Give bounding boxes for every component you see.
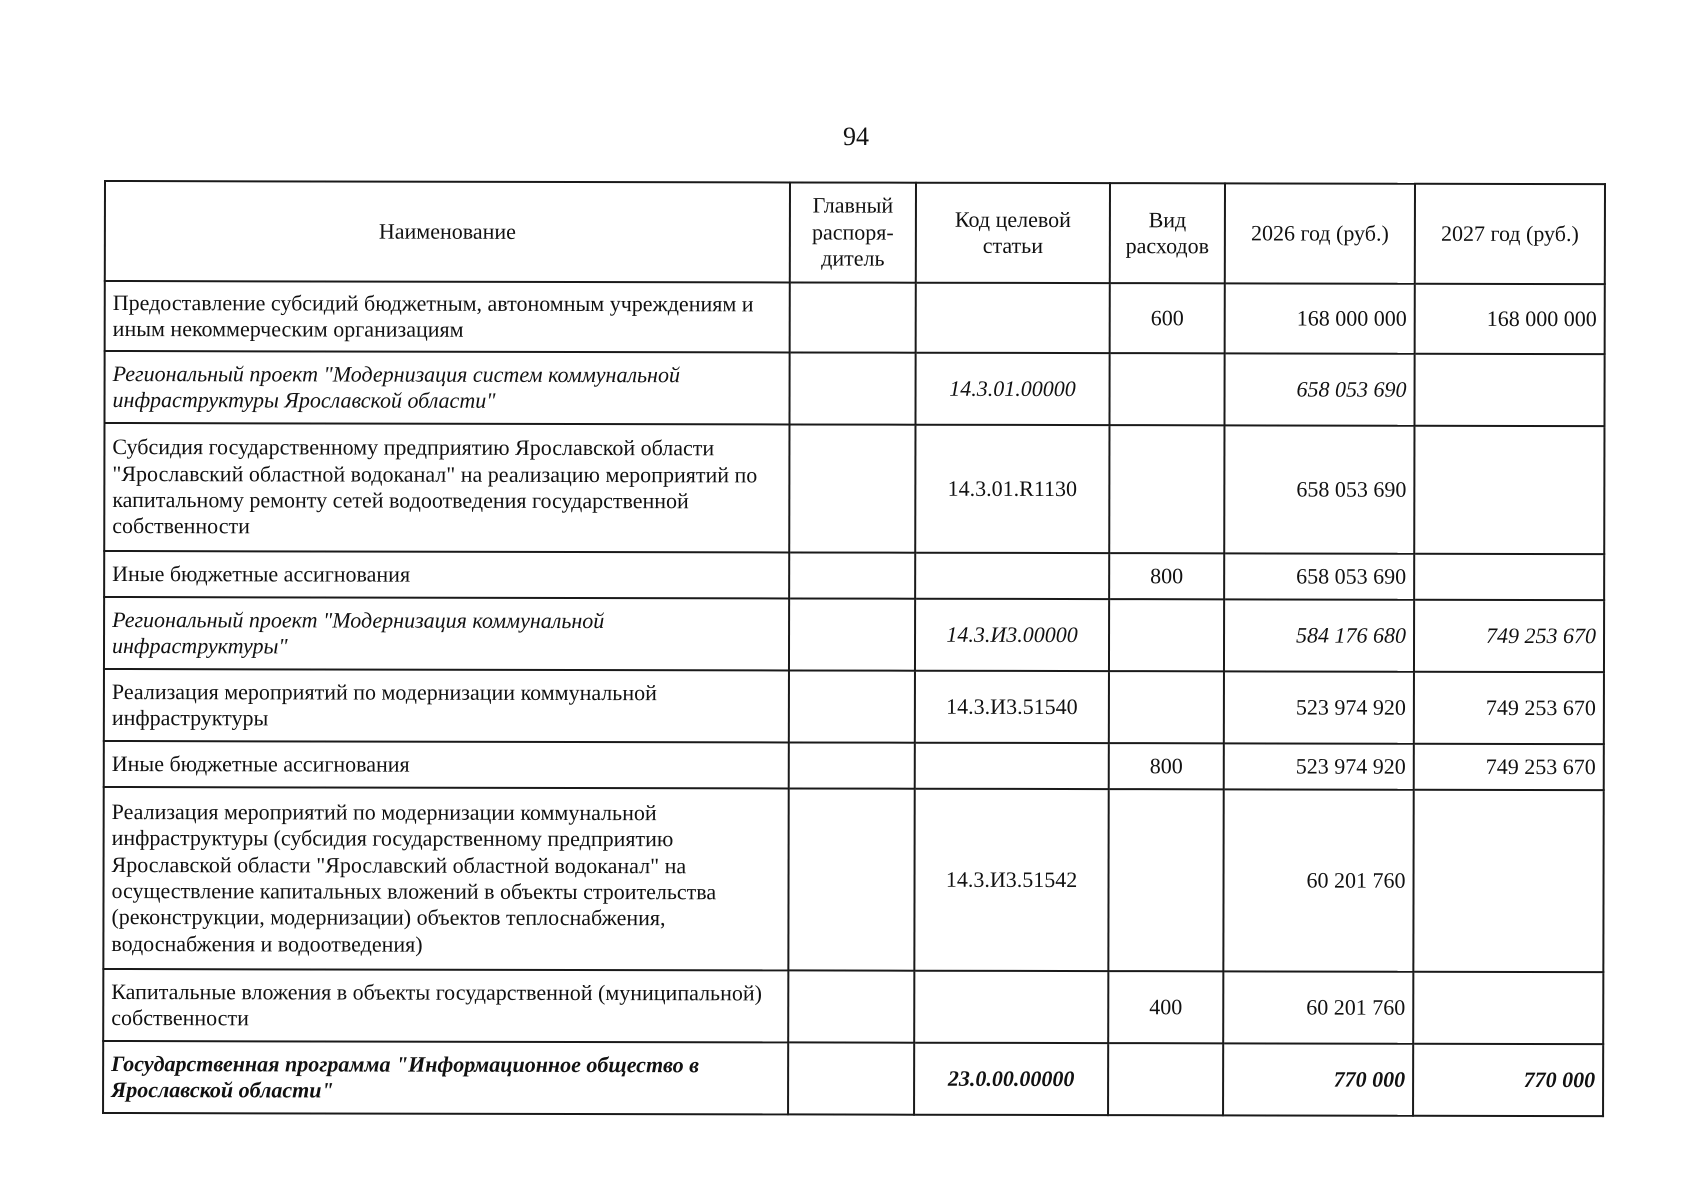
cell-2027: [1414, 554, 1604, 600]
header-type: Вид расходов: [1110, 183, 1225, 283]
cell-2026: 658 053 690: [1224, 553, 1414, 599]
cell-type: [1108, 789, 1223, 971]
cell-2027: 168 000 000: [1415, 284, 1605, 354]
cell-code: [915, 743, 1109, 789]
cell-name: Субсидия государственному предприятию Ярославской области "Ярославский областной водоканал" на реализацию мероприятий по капитальному ремонту сетей водоотведения государственной собственности: [104, 423, 789, 552]
table-row: [104, 669, 1604, 744]
table-row: [104, 741, 1604, 790]
header-name: Наименование: [105, 181, 790, 282]
cell-admin: [788, 970, 914, 1042]
cell-code: 14.3.01.00000: [915, 353, 1109, 425]
table-row: [104, 423, 1604, 554]
cell-name: Иные бюджетные ассигнования: [104, 551, 789, 598]
cell-2027: 749 253 670: [1414, 744, 1604, 790]
cell-2026: 168 000 000: [1225, 283, 1415, 353]
cell-type: 800: [1109, 553, 1224, 599]
cell-type: [1109, 599, 1224, 671]
cell-name: Региональный проект "Модернизация систем коммунальной инфраструктуры Ярославской области": [104, 351, 789, 424]
cell-admin: [789, 670, 915, 742]
table-header-row: [105, 181, 1605, 284]
cell-2027: [1413, 790, 1603, 972]
cell-admin: [788, 1042, 914, 1114]
cell-2027: 770 000: [1413, 1044, 1603, 1116]
cell-admin: [789, 552, 915, 598]
table-row: [104, 351, 1604, 426]
cell-admin: [789, 742, 915, 788]
cell-type: [1109, 353, 1224, 425]
cell-2026: 60 201 760: [1223, 971, 1413, 1043]
cell-2026: 523 974 920: [1224, 671, 1414, 743]
cell-code: [914, 971, 1108, 1043]
cell-name: Капитальные вложения в объекты государственной (муниципальной) собственности: [103, 969, 788, 1042]
cell-name: Иные бюджетные ассигнования: [104, 741, 789, 788]
table-row: [104, 551, 1604, 600]
cell-2027: [1414, 426, 1604, 554]
cell-code: [915, 553, 1109, 599]
header-2027: 2027 год (руб.): [1415, 184, 1605, 284]
cell-admin: [789, 424, 915, 552]
header-2026: 2026 год (руб.): [1225, 183, 1415, 283]
cell-2026: 658 053 690: [1224, 353, 1414, 425]
cell-name: Региональный проект "Модернизация коммунальной инфраструктуры": [104, 597, 789, 670]
cell-2027: [1413, 972, 1603, 1044]
cell-admin: [790, 282, 916, 352]
cell-type: 800: [1109, 743, 1224, 789]
cell-admin: [789, 352, 915, 424]
cell-admin: [789, 598, 915, 670]
page-number: 94: [843, 122, 869, 151]
cell-admin: [788, 788, 914, 970]
cell-2026: 770 000: [1223, 1043, 1413, 1115]
table-row: [104, 597, 1604, 672]
budget-table: [102, 180, 1606, 1117]
cell-code: 14.3.И3.51542: [914, 789, 1108, 971]
table-row: [105, 281, 1605, 354]
table-row: [103, 787, 1603, 972]
cell-2026: 584 176 680: [1224, 599, 1414, 671]
cell-2026: 658 053 690: [1224, 425, 1414, 553]
cell-code: [916, 283, 1110, 353]
cell-name: Государственная программа "Информационное общество в Ярославской области": [103, 1041, 788, 1114]
cell-name: Предоставление субсидий бюджетным, автономным учреждениям и иным некоммерческим организациям: [105, 281, 790, 352]
cell-type: 400: [1108, 971, 1223, 1043]
header-admin: Главный распоря-дитель: [790, 182, 916, 282]
cell-code: 14.3.01.R1130: [915, 425, 1109, 553]
table-row: [103, 969, 1603, 1044]
cell-type: [1108, 1043, 1223, 1115]
cell-type: [1109, 671, 1224, 743]
cell-2027: 749 253 670: [1414, 672, 1604, 744]
cell-name: Реализация мероприятий по модернизации коммунальной инфраструктуры: [104, 669, 789, 742]
cell-2027: 749 253 670: [1414, 600, 1604, 672]
cell-type: 600: [1110, 283, 1225, 353]
cell-2026: 60 201 760: [1223, 789, 1413, 971]
cell-2026: 523 974 920: [1224, 743, 1414, 789]
cell-code: 14.3.И3.00000: [915, 599, 1109, 671]
cell-code: 23.0.00.00000: [914, 1043, 1108, 1115]
cell-code: 14.3.И3.51540: [915, 671, 1109, 743]
cell-type: [1109, 425, 1224, 553]
table-row: [103, 1041, 1603, 1116]
header-code: Код целевой статьи: [916, 183, 1110, 283]
cell-2027: [1414, 354, 1604, 426]
cell-name: Реализация мероприятий по модернизации коммунальной инфраструктуры (субсидия государственному предприятию Ярославской области "Ярославский областной водоканал" на осуществление капитальных вложений в объекты строительства (реконструкции, модернизации) объектов теплоснабжения, водоснабжения и водоотведения): [103, 787, 788, 970]
